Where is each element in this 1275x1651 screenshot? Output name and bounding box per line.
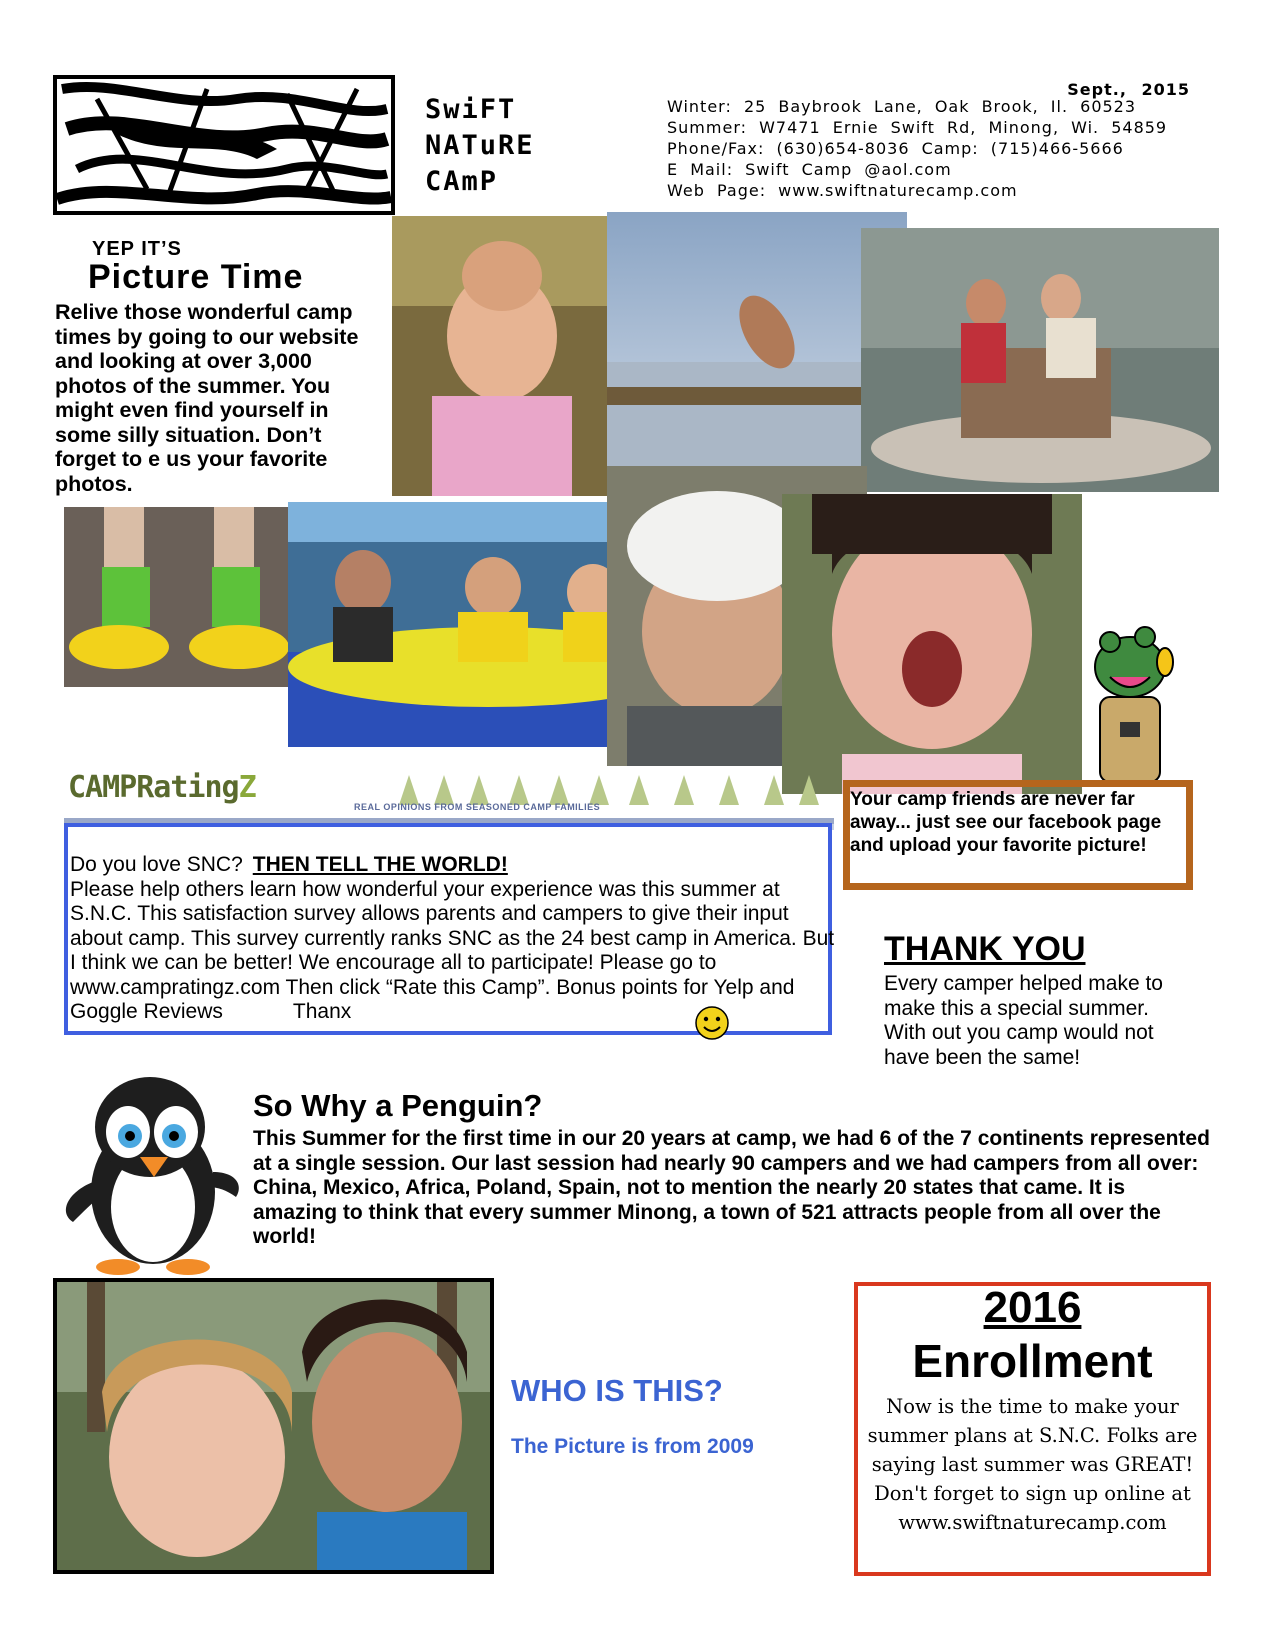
survey-text [70, 853, 840, 1025]
photo-girl-eating [392, 216, 607, 496]
contact-summer: Summer: W7471 Ernie Swift Rd, Minong, Wi. 54859 [667, 118, 1168, 137]
camp-name-line: SwiFT [425, 94, 517, 125]
picture-time-title: Picture Time [88, 258, 304, 296]
contact-block [667, 96, 1167, 201]
camp-ratingz-wordmark: CAMPRatingZ [68, 770, 256, 805]
contact-phone: Phone/Fax: (630)654-8036 Camp: (715)466-5666 [667, 139, 1124, 158]
photo-paddleboat [861, 228, 1219, 492]
survey-body: Please help others learn how wonderful your experience was this summer at S.N.C. This satisfaction survey allows parents and campers to give their input about camp. This survey currently ranks SNC as the 24 best camp in America. But I think we can be better! We encourage all to participate! Please go to www.campratingz.com Then click “Rate this Camp”. Bonus points for Yelp and Goggle Reviews Thanx [70, 877, 835, 1023]
picture-time-kicker: YEP IT’S [92, 238, 182, 260]
photo-socks-crocs [64, 507, 294, 687]
enrollment-title: Enrollment [912, 1335, 1153, 1387]
survey-headline-line [70, 853, 840, 878]
camp-ratingz-tagline: REAL OPINIONS FROM SEASONED CAMP FAMILIES [354, 802, 601, 812]
survey-headline: THEN TELL THE WORLD! [252, 853, 508, 876]
photo-excited-girl [782, 494, 1082, 794]
smiley-icon [695, 1006, 729, 1045]
picture-time-body: Relive those wonderful camp times by going to our website and looking at over 3,000 photos of the summer. You might even find yourself in some silly situation. Don’t forget to e us your favorite photos. [55, 300, 359, 496]
enrollment-body: Now is the time to make your summer plans at S.N.C. Folks are saying last summer was GREAT! Don't forget to sign up online at www.swiftnaturecamp.com [867, 1395, 1198, 1534]
contact-winter: Winter: 25 Baybrook Lane, Oak Brook, Il. 60523 [667, 97, 1137, 116]
penguin-body: This Summer for the first time in our 20 years at camp, we had 6 of the 7 continents represented at a single session. Our last session had nearly 90 campers and we had campers from all over: China, Mexico, Africa, Poland, Spain, not to mention the nearly 20 states that came. It is amazing to think that every summer Minong, a town of 521 attracts people from all over the world! [253, 1127, 1210, 1248]
thank-you-title: THANK YOU [884, 930, 1086, 968]
contact-email: E Mail: Swift Camp @aol.com [667, 160, 952, 179]
issue-date: Sept., 2015 [1067, 80, 1190, 99]
penguin-title: So Why a Penguin? [253, 1088, 543, 1123]
camp-name-line: CAmP [425, 166, 499, 197]
contact-web[interactable]: Web Page: www.swiftnaturecamp.com [667, 181, 1018, 200]
camp-logo [53, 75, 395, 215]
who-is-this-subtitle: The Picture is from 2009 [511, 1435, 754, 1458]
who-is-this-photo [53, 1278, 494, 1574]
who-is-this-title: WHO IS THIS? [511, 1373, 723, 1408]
thank-you-body: Every camper helped make to make this a special summer. With out you camp would not have been the same! [884, 972, 1163, 1069]
camp-name-line: NATuRE [425, 130, 535, 161]
survey-question: Do you love SNC? [70, 853, 243, 876]
camp-name [425, 92, 535, 200]
penguin-illustration [58, 1062, 243, 1277]
facebook-text: Your camp friends are never far away... just see our facebook page and upload your favorite picture! [850, 789, 1162, 856]
camp-ratingz-z: Z [238, 770, 256, 805]
survey-signoff: Thanx [292, 1000, 352, 1023]
enrollment-year: 2016 [983, 1283, 1082, 1332]
frog-mascot-illustration [1080, 617, 1180, 787]
